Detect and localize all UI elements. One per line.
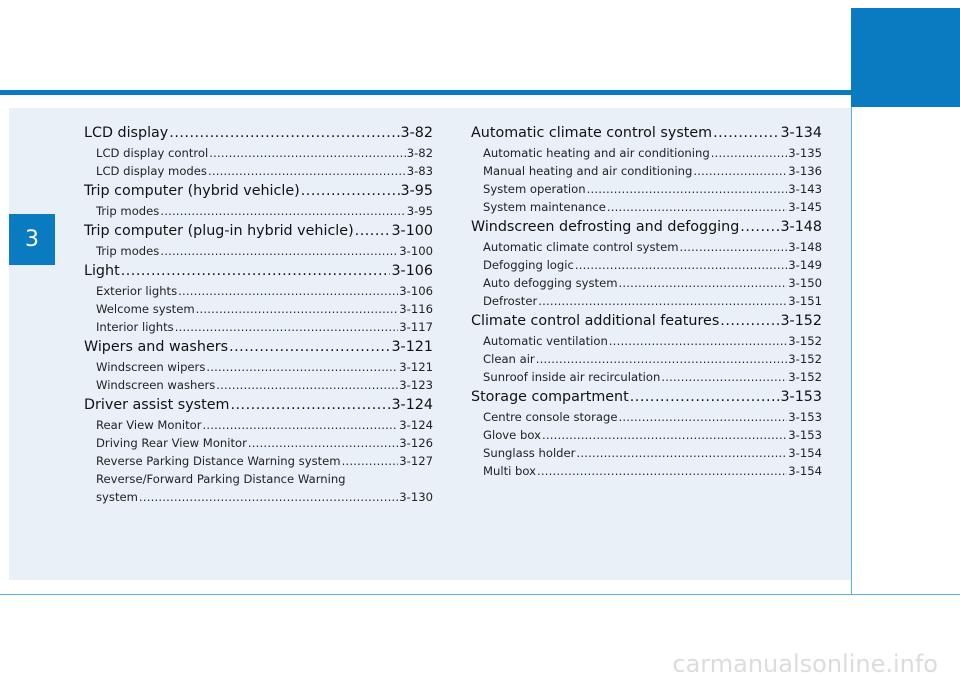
toc-item-title: Manual heating and air conditioning xyxy=(483,164,693,178)
toc-item-page: 3-117 xyxy=(399,320,433,334)
toc-item-line: Reverse/Forward Parking Distance Warning xyxy=(96,472,346,486)
toc-section[interactable] xyxy=(84,337,433,358)
toc-item[interactable] xyxy=(471,332,822,350)
leader-dots xyxy=(230,395,390,416)
toc-item-title: LCD display control xyxy=(96,146,209,160)
footer-rule xyxy=(0,594,960,595)
toc-section[interactable] xyxy=(84,123,433,144)
toc-section-title: Wipers and washers xyxy=(84,339,229,355)
toc-section[interactable] xyxy=(471,311,822,332)
toc-section-title: Trip computer (plug-in hybrid vehicle) xyxy=(84,223,354,239)
toc-item-page: 3-148 xyxy=(788,240,822,254)
leader-dots xyxy=(618,408,787,426)
leader-dots xyxy=(206,358,398,376)
toc-section-page: 3-152 xyxy=(780,313,822,329)
leader-dots xyxy=(248,434,398,452)
toc-item[interactable] xyxy=(471,408,822,426)
leader-dots xyxy=(542,426,787,444)
leader-dots xyxy=(342,452,399,470)
toc-item-page: 3-151 xyxy=(788,294,822,308)
toc-item-page: 3-116 xyxy=(399,302,433,316)
leader-dots xyxy=(160,242,398,260)
toc-item-title: Centre console storage xyxy=(483,410,618,424)
toc-item-title: Sunglass holder xyxy=(483,446,576,460)
toc-item-title: Windscreen washers xyxy=(96,378,216,392)
toc-section[interactable] xyxy=(471,387,822,408)
toc-item-title: Interior lights xyxy=(96,320,174,334)
leader-dots xyxy=(175,318,399,336)
leader-dots xyxy=(196,300,399,318)
leader-dots xyxy=(587,180,788,198)
margin-panel xyxy=(851,107,960,595)
toc-item[interactable] xyxy=(471,162,822,180)
toc-item[interactable] xyxy=(471,350,822,368)
toc-item[interactable] xyxy=(84,318,433,336)
leader-dots xyxy=(609,332,788,350)
leader-dots xyxy=(178,282,398,300)
toc-item-page: 3-145 xyxy=(788,200,822,214)
toc-section-title: Climate control additional features xyxy=(471,313,720,329)
leader-dots xyxy=(711,144,788,162)
leader-dots xyxy=(575,256,787,274)
toc-section-page: 3-95 xyxy=(400,183,433,199)
toc-section[interactable] xyxy=(471,217,822,238)
toc-section-page: 3-124 xyxy=(391,397,433,413)
leader-dots xyxy=(301,181,400,202)
toc-section-title: LCD display xyxy=(84,125,169,141)
toc-item-page: 3-143 xyxy=(788,182,822,196)
toc-section-title: Storage compartment xyxy=(471,389,629,405)
toc-section-title: Windscreen defrosting and defogging xyxy=(471,219,740,235)
toc-section[interactable] xyxy=(84,395,433,416)
toc-item[interactable] xyxy=(84,242,433,260)
toc-item-title: system xyxy=(96,490,138,504)
leader-dots xyxy=(576,444,787,462)
toc-item-title: Exterior lights xyxy=(96,284,178,298)
toc-section-page: 3-121 xyxy=(391,339,433,355)
toc-item-title: Welcome system xyxy=(96,302,195,316)
toc-item-page: 3-124 xyxy=(399,418,433,432)
toc-item[interactable] xyxy=(471,462,822,480)
toc-item[interactable] xyxy=(471,368,822,386)
toc-item[interactable] xyxy=(84,162,433,180)
toc-item-page: 3-123 xyxy=(399,378,433,392)
toc-item[interactable] xyxy=(471,238,822,256)
toc-item-title: Glove box xyxy=(483,428,541,442)
leader-dots xyxy=(208,162,406,180)
leader-dots xyxy=(713,123,779,144)
leader-dots xyxy=(607,198,787,216)
toc-item-page: 3-153 xyxy=(788,410,822,424)
leader-dots xyxy=(169,123,399,144)
toc-item-page: 3-127 xyxy=(399,454,433,468)
leader-dots xyxy=(740,217,779,238)
watermark: carmanualsonline.info xyxy=(672,650,938,678)
toc-item-title: Sunroof inside air recirculation xyxy=(483,370,661,384)
toc-item-page: 3-152 xyxy=(788,370,822,384)
toc-item-title: Defroster xyxy=(483,294,538,308)
toc-item-title: Automatic climate control system xyxy=(483,240,679,254)
toc-item-page: 3-150 xyxy=(788,276,822,290)
toc-item-page: 3-121 xyxy=(399,360,433,374)
toc-section-page: 3-100 xyxy=(391,223,433,239)
toc-section[interactable] xyxy=(84,261,433,282)
toc-item[interactable] xyxy=(471,144,822,162)
toc-item[interactable] xyxy=(84,144,433,162)
toc-item[interactable] xyxy=(471,274,822,292)
toc-section-title: Driver assist system xyxy=(84,397,230,413)
toc-item[interactable] xyxy=(471,198,822,216)
toc-item[interactable] xyxy=(84,358,433,376)
leader-dots xyxy=(229,337,390,358)
toc-item-page: 3-154 xyxy=(788,446,822,460)
toc-section-page: 3-106 xyxy=(391,263,433,279)
toc-section-page: 3-148 xyxy=(780,219,822,235)
toc-item-page: 3-152 xyxy=(788,352,822,366)
corner-block xyxy=(851,8,960,107)
toc-item-page: 3-106 xyxy=(399,284,433,298)
toc-item-page: 3-130 xyxy=(399,490,433,504)
toc-item[interactable] xyxy=(84,488,433,506)
header-bar xyxy=(0,90,851,95)
toc-item-title: Reverse Parking Distance Warning system xyxy=(96,454,341,468)
toc-section-title: Light xyxy=(84,263,120,279)
toc-item-title: Automatic heating and air conditioning xyxy=(483,146,710,160)
toc-item-title: Driving Rear View Monitor xyxy=(96,436,247,450)
toc-item[interactable] xyxy=(84,300,433,318)
toc-section[interactable] xyxy=(471,123,822,144)
toc-section-title: Trip computer (hybrid vehicle) xyxy=(84,183,300,199)
toc-section[interactable] xyxy=(84,181,433,202)
toc-item-page: 3-149 xyxy=(788,258,822,272)
toc-item-page: 3-153 xyxy=(788,428,822,442)
toc-item-title: Rear View Monitor xyxy=(96,418,202,432)
toc-item-title: System operation xyxy=(483,182,586,196)
leader-dots xyxy=(661,368,787,386)
toc-item-title: Windscreen wipers xyxy=(96,360,206,374)
toc-item[interactable] xyxy=(84,376,433,394)
toc-item-title: Defogging logic xyxy=(483,258,574,272)
toc-item[interactable] xyxy=(471,292,822,310)
toc-item-title: Auto defogging system xyxy=(483,276,618,290)
toc-section-page: 3-82 xyxy=(400,125,433,141)
leader-dots xyxy=(355,221,391,242)
toc-item-title: Trip modes xyxy=(96,204,160,218)
toc-item[interactable] xyxy=(84,434,433,452)
toc-left-column xyxy=(84,122,433,506)
leader-dots xyxy=(693,162,787,180)
toc-item-title: System maintenance xyxy=(483,200,606,214)
toc-item[interactable] xyxy=(84,452,433,470)
leader-dots xyxy=(160,202,405,220)
toc-item[interactable] xyxy=(84,416,433,434)
toc-item-page: 3-95 xyxy=(406,204,433,218)
toc-item-title: Multi box xyxy=(483,464,536,478)
toc-item-title: Trip modes xyxy=(96,244,160,258)
chapter-tab: 3 xyxy=(9,214,55,265)
leader-dots xyxy=(121,261,391,282)
toc-item-title: Clean air xyxy=(483,352,535,366)
leader-dots xyxy=(209,144,405,162)
leader-dots xyxy=(536,350,788,368)
leader-dots xyxy=(139,488,398,506)
toc-section-page: 3-153 xyxy=(780,389,822,405)
leader-dots xyxy=(720,311,779,332)
leader-dots xyxy=(203,416,399,434)
leader-dots xyxy=(630,387,780,408)
leader-dots xyxy=(216,376,398,394)
toc-item-page: 3-136 xyxy=(788,164,822,178)
toc-item[interactable] xyxy=(471,256,822,274)
leader-dots xyxy=(537,462,787,480)
toc-item[interactable] xyxy=(471,444,822,462)
toc-item[interactable] xyxy=(471,180,822,198)
toc-item-page: 3-100 xyxy=(399,244,433,258)
toc-section[interactable] xyxy=(84,221,433,242)
toc-section-title: Automatic climate control system xyxy=(471,125,713,141)
toc-item[interactable] xyxy=(84,202,433,220)
toc-item[interactable] xyxy=(471,426,822,444)
toc-item-title: LCD display modes xyxy=(96,164,207,178)
leader-dots xyxy=(619,274,788,292)
leader-dots xyxy=(538,292,787,310)
toc-item-page: 3-83 xyxy=(406,164,433,178)
toc-item-page: 3-126 xyxy=(399,436,433,450)
toc-item-page: 3-82 xyxy=(406,146,433,160)
toc-item-page: 3-135 xyxy=(788,146,822,160)
toc-item[interactable] xyxy=(84,282,433,300)
toc-item-page: 3-152 xyxy=(788,334,822,348)
toc-item-page: 3-154 xyxy=(788,464,822,478)
toc-item-title: Automatic ventilation xyxy=(483,334,608,348)
leader-dots xyxy=(680,238,788,256)
toc-right-column xyxy=(471,122,822,480)
toc-section-page: 3-134 xyxy=(780,125,822,141)
